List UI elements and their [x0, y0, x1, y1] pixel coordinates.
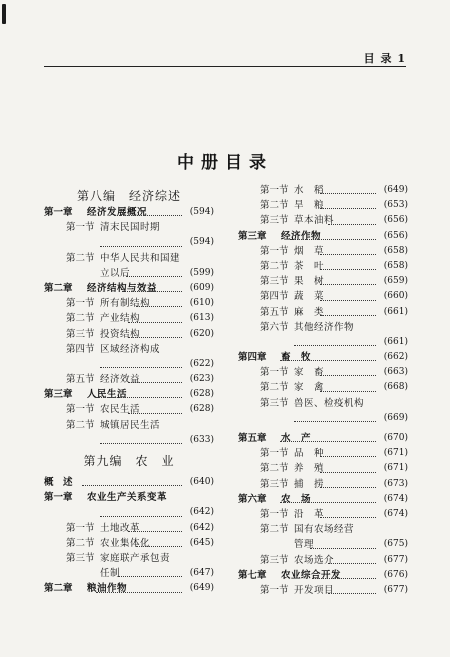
- dot-leader: [320, 487, 376, 488]
- entry-title: 家 禽: [294, 382, 325, 394]
- dot-leader: [294, 421, 376, 422]
- page-number: (656): [383, 215, 408, 226]
- dot-leader: [328, 563, 376, 564]
- toc-section-entry[interactable]: [44, 251, 214, 266]
- toc-chapter-entry[interactable]: [238, 492, 408, 507]
- dot-leader: [280, 441, 376, 442]
- entry-title: 捕 捞: [294, 478, 325, 490]
- entry-title: 麻 类: [294, 306, 325, 318]
- toc-section-entry[interactable]: [44, 536, 214, 551]
- entry-label: 第三章: [238, 230, 267, 242]
- header-rule: [44, 66, 406, 67]
- page-number: (628): [189, 404, 214, 415]
- entry-label: 第一节: [66, 522, 95, 534]
- entry-title: 家庭联产承包责: [100, 552, 171, 564]
- dot-leader: [328, 593, 376, 594]
- toc-section-entry[interactable]: [44, 418, 214, 433]
- page-number: (622): [189, 358, 214, 369]
- page-number: (658): [383, 245, 408, 256]
- dot-leader: [312, 578, 376, 579]
- dot-leader: [126, 276, 182, 277]
- toc-chapter-entry[interactable]: [44, 581, 214, 596]
- entry-title: 家 畜: [294, 367, 325, 379]
- entry-label: 第三节: [66, 328, 95, 340]
- dot-leader: [100, 246, 182, 247]
- page-number: (661): [383, 336, 408, 347]
- page-number: (620): [189, 328, 214, 339]
- entry-label: 第三章: [44, 389, 73, 401]
- toc-section-entry[interactable]: [238, 507, 408, 522]
- entry-title: 经济结构与效益: [87, 282, 158, 294]
- entry-label: 第一节: [260, 245, 289, 257]
- toc-section-entry[interactable]: [44, 311, 214, 326]
- entry-title: 农民生活: [100, 404, 141, 416]
- dot-leader: [310, 548, 376, 549]
- page-number: (633): [189, 434, 214, 445]
- toc-section-entry[interactable]: [238, 446, 408, 461]
- page-number: (642): [189, 522, 214, 533]
- toc-chapter-entry[interactable]: [238, 350, 408, 365]
- page-number: (674): [383, 493, 408, 504]
- dot-leader: [100, 443, 182, 444]
- entry-title: 蔬 菜: [294, 291, 325, 303]
- entry-title: 经济作物: [281, 230, 322, 242]
- dot-leader: [320, 315, 376, 316]
- toc-chapter-entry[interactable]: [44, 490, 214, 505]
- page-edge-mark: [2, 4, 6, 24]
- entry-title: 兽医、检疫机构: [294, 397, 365, 409]
- entry-title: 立以后: [100, 267, 131, 279]
- entry-label: 第三节: [260, 397, 289, 409]
- toc-chapter-entry[interactable]: [44, 205, 214, 220]
- running-head: 目 录 1: [363, 52, 406, 65]
- page-number: (663): [383, 367, 408, 378]
- entry-title: 区域经济构成: [100, 343, 161, 355]
- toc-entry-continuation[interactable]: [238, 411, 408, 426]
- page-number: (599): [189, 267, 214, 278]
- entry-title: 土地改革: [100, 522, 141, 534]
- dot-leader: [328, 224, 376, 225]
- entry-label: 第三节: [260, 276, 289, 288]
- toc-section-entry[interactable]: [238, 274, 408, 289]
- toc-chapter-entry[interactable]: [238, 229, 408, 244]
- entry-title: 养 殖: [294, 463, 325, 475]
- page-number: (677): [383, 554, 408, 565]
- toc-section-entry[interactable]: [238, 522, 408, 537]
- toc-section-entry[interactable]: [238, 259, 408, 274]
- toc-entry-continuation[interactable]: [44, 433, 214, 448]
- page-number: (653): [383, 200, 408, 211]
- toc-section-entry[interactable]: [44, 342, 214, 357]
- page-number: (640): [189, 477, 214, 487]
- page-number: (649): [383, 185, 408, 195]
- entry-title: 管理: [294, 539, 315, 551]
- dot-leader: [128, 322, 182, 323]
- toc-section-entry[interactable]: [238, 396, 408, 411]
- dot-leader: [100, 367, 182, 368]
- dot-leader: [320, 456, 376, 457]
- entry-title: 旱 粮: [294, 200, 325, 212]
- entry-label: 第一节: [260, 448, 289, 460]
- toc-section-entry[interactable]: [238, 461, 408, 476]
- toc-entry-continuation[interactable]: [44, 505, 214, 520]
- dot-leader: [320, 517, 376, 518]
- dot-leader: [128, 531, 182, 532]
- toc-entry-continuation[interactable]: [238, 537, 408, 552]
- entry-title: 果 树: [294, 276, 325, 288]
- toc-section-entry[interactable]: [238, 320, 408, 335]
- page-number: (642): [189, 507, 214, 518]
- page-number: (649): [189, 583, 214, 594]
- toc-section-entry[interactable]: [238, 380, 408, 395]
- dot-leader: [118, 576, 182, 577]
- entry-label: 第二章: [44, 282, 73, 294]
- entry-label: 第四节: [260, 291, 289, 303]
- page-number: (673): [383, 478, 408, 489]
- entry-title: 草本油料: [294, 215, 335, 227]
- entry-title: 农业生产关系变革: [87, 492, 168, 504]
- toc-section-entry[interactable]: [44, 372, 214, 387]
- toc-section-entry[interactable]: [44, 551, 214, 566]
- toc-entry-continuation[interactable]: [44, 235, 214, 250]
- entry-label: 第三节: [260, 554, 289, 566]
- dot-leader: [114, 215, 182, 216]
- page-number: (594): [189, 237, 214, 248]
- page-number: (661): [383, 306, 408, 317]
- entry-label: 第一章: [44, 207, 73, 218]
- dot-leader: [128, 413, 182, 414]
- toc-section-entry[interactable]: [44, 327, 214, 342]
- entry-label: 第二节: [66, 537, 95, 549]
- page-number: (660): [383, 291, 408, 302]
- entry-title: 农 场: [281, 493, 312, 505]
- toc-chapter-entry[interactable]: [238, 431, 408, 446]
- toc-section-entry[interactable]: [238, 198, 408, 213]
- entry-label: 第一节: [260, 185, 289, 196]
- dot-leader: [96, 592, 182, 593]
- entry-title: 人民生活: [87, 389, 128, 401]
- dot-leader: [320, 254, 376, 255]
- entry-title: 城镇居民生活: [100, 419, 161, 431]
- entry-title: 投资结构: [100, 328, 141, 340]
- toc-entry-continuation[interactable]: [238, 335, 408, 350]
- page-number: (671): [383, 463, 408, 474]
- toc-section-entry[interactable]: [44, 521, 214, 536]
- page-number: (659): [383, 276, 408, 287]
- page-number: (658): [383, 260, 408, 271]
- toc-entry-continuation[interactable]: [44, 566, 214, 581]
- dot-leader: [280, 502, 376, 503]
- entry-label: 第四章: [238, 352, 267, 364]
- entry-label: 第三节: [66, 552, 95, 564]
- entry-label: 第一节: [66, 404, 95, 416]
- toc-chapter-entry[interactable]: [44, 281, 214, 296]
- dot-leader: [82, 485, 182, 486]
- dot-leader: [280, 360, 376, 361]
- entry-title: 粮油作物: [87, 583, 128, 595]
- toc-section-entry[interactable]: [238, 477, 408, 492]
- entry-label: 第二节: [260, 260, 289, 272]
- toc-section-entry[interactable]: [238, 183, 408, 198]
- entry-label: 第三节: [260, 215, 289, 227]
- part-heading: 第九编 农 业: [83, 454, 175, 468]
- entry-label: 第六节: [260, 321, 289, 333]
- entry-label: 第二章: [44, 583, 73, 595]
- toc-entry-continuation[interactable]: [44, 266, 214, 281]
- entry-title: 所有制结构: [100, 298, 151, 310]
- page-number: (671): [383, 448, 408, 459]
- dot-leader: [320, 300, 376, 301]
- page-number: (628): [189, 389, 214, 400]
- dot-leader: [320, 269, 376, 270]
- entry-label: 第一节: [66, 298, 95, 310]
- dot-leader: [128, 337, 182, 338]
- dot-leader: [128, 382, 182, 383]
- entry-title: 任制: [100, 568, 121, 580]
- entry-title: 经济发展概况: [87, 207, 148, 218]
- entry-label: 第一节: [66, 222, 95, 234]
- dot-leader: [320, 472, 376, 473]
- toc-chapter-entry[interactable]: [238, 568, 408, 583]
- entry-label: 第一节: [260, 508, 289, 520]
- entry-title: 畜 牧: [281, 352, 312, 364]
- dot-leader: [96, 397, 182, 398]
- page-number: (662): [383, 352, 408, 363]
- entry-title: 沿 革: [294, 508, 325, 520]
- dot-leader: [320, 208, 376, 209]
- entry-title: 烟 草: [294, 245, 325, 257]
- entry-label: 第五节: [260, 306, 289, 318]
- dot-leader: [320, 391, 376, 392]
- page-number: (675): [383, 539, 408, 550]
- dot-leader: [320, 375, 376, 376]
- toc-section-entry[interactable]: [44, 220, 214, 235]
- page-number: (670): [383, 433, 408, 443]
- entry-label: 第六章: [238, 493, 267, 505]
- entry-title: 水 产: [281, 433, 312, 444]
- entry-title: 品 种: [294, 448, 325, 460]
- page-number: (647): [189, 568, 214, 579]
- entry-title: 农场选介: [294, 554, 335, 566]
- entry-title: 中华人民共和国建: [100, 252, 181, 264]
- dot-leader: [290, 239, 376, 240]
- entry-label: 第二节: [260, 524, 289, 536]
- page-number: (613): [189, 313, 214, 324]
- entry-label: 第一节: [260, 367, 289, 379]
- dot-leader: [100, 516, 182, 517]
- entry-label: 第一章: [44, 492, 73, 504]
- dot-leader: [294, 345, 376, 346]
- page-number: (594): [189, 207, 214, 217]
- entry-label: 第二节: [260, 463, 289, 475]
- entry-label: 第二节: [66, 419, 95, 431]
- page-number: (610): [189, 298, 214, 309]
- entry-label: 第一节: [260, 584, 289, 596]
- page-number: (609): [189, 282, 214, 293]
- toc-section-entry[interactable]: [238, 305, 408, 320]
- dot-leader: [122, 291, 182, 292]
- dot-leader: [136, 306, 182, 307]
- page-number: (669): [383, 412, 408, 423]
- entry-label: 第七章: [238, 569, 267, 581]
- toc-entry-continuation[interactable]: [44, 357, 214, 372]
- toc-section-entry[interactable]: [44, 402, 214, 417]
- toc-section-entry[interactable]: [238, 213, 408, 228]
- page-number: (645): [189, 537, 214, 548]
- entry-title: 其他经济作物: [294, 321, 355, 333]
- page-number: (674): [383, 508, 408, 519]
- entry-label: 第二节: [66, 313, 95, 325]
- entry-label: 第五章: [238, 433, 267, 444]
- page-number: (677): [383, 584, 408, 595]
- page-number: (656): [383, 230, 408, 241]
- page-number: (623): [189, 374, 214, 385]
- toc-section-entry[interactable]: [44, 296, 214, 311]
- toc-section-entry[interactable]: [238, 365, 408, 380]
- toc-section-entry[interactable]: [238, 289, 408, 304]
- entry-label: 第四节: [66, 343, 95, 355]
- entry-title: 水 稻: [294, 185, 325, 196]
- entry-label: 第三节: [260, 478, 289, 490]
- toc-column-right: [238, 183, 408, 598]
- toc-section-entry[interactable]: [238, 583, 408, 598]
- entry-label: 第二节: [260, 200, 289, 212]
- toc-chapter-entry[interactable]: [44, 475, 214, 490]
- entry-label: 第五节: [66, 374, 95, 386]
- entry-title: 国有农场经营: [294, 524, 355, 536]
- page-number: (676): [383, 569, 408, 580]
- entry-label: 第二节: [260, 382, 289, 394]
- entry-label: 第二节: [66, 252, 95, 264]
- dot-leader: [320, 284, 376, 285]
- toc-section-entry[interactable]: [238, 553, 408, 568]
- part-heading: 第八编 经济综述: [76, 189, 181, 203]
- page-number: (668): [383, 382, 408, 393]
- entry-title: 经济效益: [100, 374, 141, 386]
- toc-section-entry[interactable]: [238, 244, 408, 259]
- entry-label: 概 述: [44, 477, 73, 488]
- entry-title: 开发项目: [294, 584, 335, 596]
- dot-leader: [320, 193, 376, 194]
- entry-title: 产业结构: [100, 313, 141, 325]
- toc-column-left: [44, 183, 214, 597]
- entry-title: 茶 叶: [294, 260, 325, 272]
- entry-title: 清末民国时期: [100, 222, 161, 234]
- toc-chapter-entry[interactable]: [44, 387, 214, 402]
- entry-title: 农业综合开发: [281, 569, 342, 581]
- entry-title: 农业集体化: [100, 537, 151, 549]
- page-title: 中册目录: [177, 153, 273, 173]
- dot-leader: [136, 546, 182, 547]
